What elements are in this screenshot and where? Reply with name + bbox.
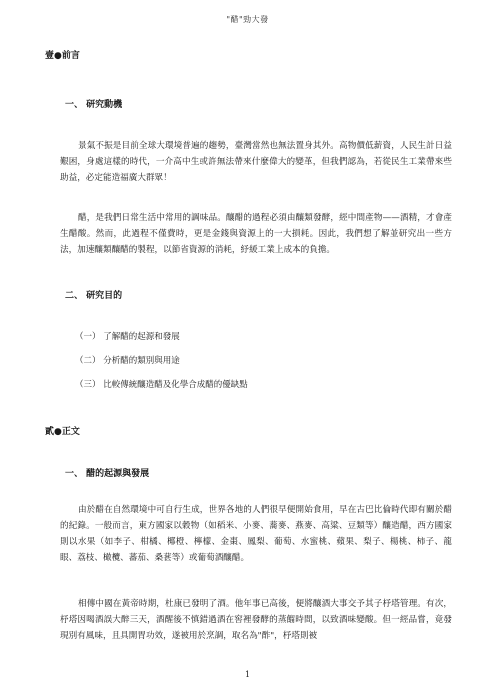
heading-research-motive: 一、 研究動機 xyxy=(65,100,123,110)
running-header: "醋"勁大發 xyxy=(226,15,269,24)
paragraph-origin-2: 相傳中國在黃帝時期，杜康已發明了酒。他年事已高後，便將釀酒大事交予其子杼塔管理。有次，杼塔因喝酒誤大醉三天，酒醒後不慎錯過酒在窖裡發酵的蒸餾時間，以致酒味變酸。但一經品嘗，竟發現別有風味，且具開胃功效，遂被用於烹調，取名為"酢"，杼塔則被 xyxy=(60,599,452,641)
paragraph-origin-1: 由於醋在自然環境中可自行生成，世界各地的人們很早便開始食用，早在古巴比倫時代即有關於醋的紀錄。一般而言，東方國家以穀物（如稻米、小麥、蕎麥、燕麥、高粱、豆類等）釀造醋，西方國家則以水果（如李子、柑橘、椰橙、檸檬、金棗、鳳梨、葡萄、水蜜桃、蘋果、梨子、楊桃、柿子、龍眼、荔枝、橄欖、蕃茄、桑葚等）或葡萄酒釀醋。 xyxy=(60,505,452,563)
section-title-main: 貳●正文 xyxy=(45,427,80,437)
heading-research-purpose: 二、 研究目的 xyxy=(65,291,123,301)
objective-item-1: （一） 了解醋的起源和發展 xyxy=(75,332,180,342)
paragraph-motive-1: 景氣不振是目前全球大環境普遍的趨勢，臺灣當然也無法置身其外。高物價低薪資，人民生計日益艱困，身處這樣的時代，一介高中生或許無法帶來什麼偉大的變革，但我們認為，若從民生工業帶來些助益，必定能造福廣大群眾！ xyxy=(60,141,452,183)
paragraph-motive-2: 醋，是我們日常生活中常用的調味品。釀醋的過程必須由釀類發酵，經中間產物——酒精，才會產生醋酸。然而，此過程不僅費時，更是金錢與資源上的一大損耗。因此，我們想了解並研究出一些方法，加速釀類釀醋的製程，以節省資源的消耗，紓緩工業上成本的負擔。 xyxy=(60,213,452,255)
objective-item-2: （二） 分析醋的類別與用途 xyxy=(75,356,180,366)
section-title-preface: 壹●前言 xyxy=(45,51,80,61)
heading-origin: 一、 醋的起源與發展 xyxy=(65,469,150,479)
objective-item-3: （三） 比較傳統釀造醋及化學合成醋的優缺點 xyxy=(75,380,248,390)
page-number: 1 xyxy=(244,670,251,679)
